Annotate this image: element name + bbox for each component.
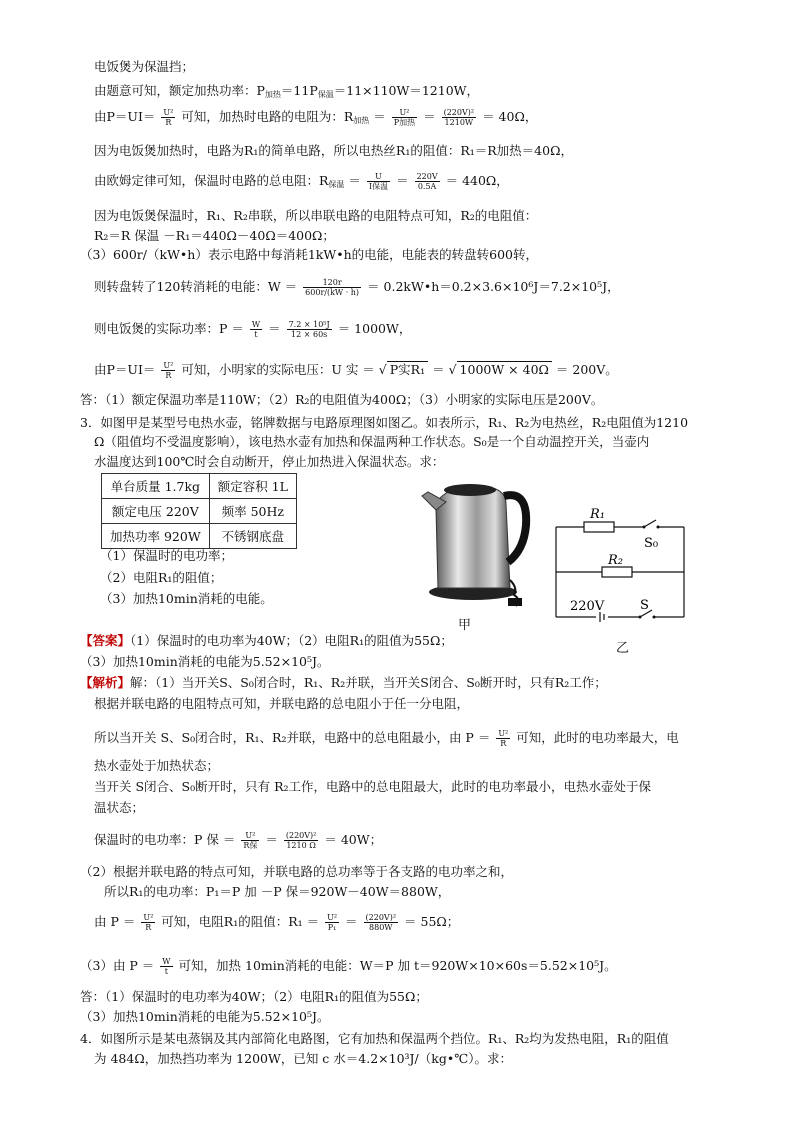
text: ＝ 0.2kW•h＝0.2×3.6×10⁶J＝7.2×10⁵J，	[367, 279, 620, 294]
analysis-line	[80, 674, 607, 692]
text-line: 热水壶处于加热状态；	[94, 758, 220, 773]
text-line	[94, 108, 537, 130]
fraction: $\frac{\text{U²}}{\text{P加热}}$	[393, 108, 416, 127]
text-line	[94, 831, 382, 850]
answer-line	[80, 632, 453, 650]
question-text: 为 484Ω，加热挡功率为 1200W，已知 c 水＝4.2×10³J/（kg•℃）。求：	[94, 1051, 512, 1066]
text: ＝	[345, 914, 358, 929]
text: ＝ 40Ω，	[482, 109, 538, 124]
text-line: R₂＝R 保温 －R₁＝440Ω－40Ω＝400Ω；	[94, 228, 335, 243]
fraction: $\frac{W}{t}$	[251, 320, 261, 339]
text: ＝	[373, 109, 386, 124]
question-text: Ω（阻值均不受温度影响），该电热水壶有加热和保温两种工作状态。S₀是一个自动温控开关，当壶内	[94, 434, 650, 449]
fraction: $\frac{\text{(220V)²}}{1210W}$	[443, 108, 475, 127]
fraction: $\frac{\text{U²}}{R}$	[163, 108, 174, 127]
table-row	[102, 474, 297, 499]
text-line: 电饭煲为保温挡；	[94, 59, 195, 74]
text: 可知，电阻R₁的阻值：R₁ ＝	[161, 914, 320, 929]
switch-contact	[657, 526, 660, 529]
text-line	[94, 82, 479, 104]
table-row	[102, 499, 297, 524]
text: 由题意可知，额定加热功率：P	[94, 83, 265, 98]
text: 可知，小明家的实际电压：U 实 ＝	[181, 362, 375, 377]
text: ＝ 55Ω；	[404, 914, 460, 929]
circuit-diagram	[550, 504, 690, 634]
text: ＝	[268, 321, 281, 336]
table-cell: 额定电压 220V	[102, 499, 210, 524]
text-line	[94, 172, 509, 194]
answer-tag: 【答案】	[80, 633, 131, 648]
text: ＝11P	[280, 83, 318, 98]
fraction: $\frac{W}{t}$	[162, 957, 171, 976]
text: 可知，加热 10min消耗的电能：W＝P 加 t＝920W×10×60s＝5.52×10⁵J。	[178, 958, 617, 973]
text-line: 因为电饭煲保温时，R₁、R₂串联，所以串联电路的电阻特点可知，R₂的电阻值：	[94, 208, 538, 223]
fraction: $\frac{\text{U²}}{\text{P₁}}$	[327, 913, 338, 932]
label-s0: S₀	[644, 536, 659, 551]
sub-question: （3）加热10min消耗的电能。	[100, 591, 273, 606]
fraction: $\frac{220V}{0.5A}$	[416, 172, 438, 191]
subscript: 加热	[264, 90, 281, 99]
fraction: $\frac{\text{U²}}{R}$	[163, 361, 174, 380]
text: 则电饭煲的实际功率：P ＝	[94, 321, 244, 336]
text-line	[94, 913, 459, 932]
text: 由欧姆定律可知，保温时电路的总电阻：R	[94, 173, 329, 188]
text: ＝11×110W＝1210W，	[333, 83, 479, 98]
switch-contact	[639, 616, 642, 619]
text: ＝	[396, 173, 409, 188]
subscript: 加热	[353, 116, 370, 125]
text-line: 答：（1）保温时的电功率为40W；（2）电阻R₁的阻值为55Ω；	[80, 989, 428, 1004]
switch-contact	[643, 526, 646, 529]
text: 由P＝UI＝	[94, 109, 156, 124]
text-line: （3）600r/（kW•h）表示电路中每消耗1kW•h的电能，电能表的转盘转600转，	[80, 247, 539, 262]
question-text: 4．如图所示是某电蒸锅及其内部简化电路图，它有加热和保温两个挡位。R₁、R₂均为发热电阻，R₁的阻值	[80, 1031, 669, 1046]
text: ＝ 200V。	[555, 362, 618, 377]
text-line	[80, 957, 617, 976]
text-line: 根据并联电路的电阻特点可知，并联电路的总电阻小于任一分电阻，	[94, 696, 470, 711]
question-text: 水温度达到100℃时会自动断开，停止加热进入保温状态。求：	[94, 454, 445, 469]
text: ＝	[348, 173, 361, 188]
label-s: S	[640, 598, 649, 613]
fraction: $\frac{\text{U²}}{\text{R保}}$	[243, 831, 258, 850]
text: 可知，加热时电路的电阻为：R	[181, 109, 354, 124]
fraction: $\frac{\text{7.2 × 10⁵J}}{12 \times 60s}$	[288, 320, 330, 339]
text-line: 温状态；	[94, 800, 145, 815]
fraction: $\frac{\text{U²}}{R}$	[498, 729, 509, 748]
text-line	[94, 278, 620, 297]
fraction: $\frac{120r}{600r/(kW \cdot h)}$	[305, 278, 360, 297]
text-line: 所以R₁的电功率：P₁＝P 加 －P 保＝920W－40W＝880W，	[104, 884, 451, 899]
label-r2: R₂	[608, 553, 623, 568]
text-line	[94, 729, 679, 748]
text: ＝	[423, 109, 436, 124]
sqrt-expression: √ P实R₁	[379, 361, 428, 377]
text: 由P＝UI＝	[94, 362, 156, 377]
subscript: 保温	[317, 90, 334, 99]
text: 保温时的电功率：P 保 ＝	[94, 832, 236, 847]
text: ＝	[432, 362, 445, 377]
kettle-image	[418, 470, 538, 610]
subscript: 保温	[328, 180, 345, 189]
sub-question: （1）保温时的电功率；	[100, 548, 233, 563]
text: 解：（1）当开关S、S₀闭合时，R₁、R₂并联，当开关S闭合、S₀断开时，只有R₂工作；	[130, 675, 607, 690]
question-text: 3．如图甲是某型号电热水壶，铭牌数据与电路原理图如图乙。如表所示，R₁、R₂为电热丝，R₂电阻值为1210	[80, 415, 689, 430]
text: （1）保温时的电功率为40W；（2）电阻R₁的阻值为55Ω；	[130, 633, 453, 648]
text: （3）由 P ＝	[80, 958, 155, 973]
answer-line: （3）加热10min消耗的电能为5.52×10⁵J。	[80, 654, 330, 669]
table-cell: 频率 50Hz	[209, 499, 296, 524]
fraction: $\frac{\text{(220V)²}}{880W}$	[365, 913, 397, 932]
table-row	[102, 524, 297, 549]
analysis-tag: 【解析】	[80, 675, 131, 690]
switch-contact	[653, 616, 656, 619]
text: 所以当开关 S、S₀闭合时，R₁、R₂并联，电路中的总电阻最小，由 P ＝	[94, 730, 491, 745]
figure-caption: 甲	[458, 618, 472, 633]
text: 则转盘转了120转消耗的电能：W ＝	[94, 279, 298, 294]
fraction: $\frac{\text{U²}}{R}$	[143, 913, 154, 932]
text-line	[94, 320, 411, 339]
text: ＝	[265, 832, 278, 847]
table-cell: 加热功率 920W	[102, 524, 210, 549]
label-r1: R₁	[590, 507, 605, 522]
text-line: （3）加热10min消耗的电能为5.52×10⁵J。	[80, 1009, 330, 1024]
fraction: $\frac{U}{\text{I保温}}$	[368, 172, 389, 191]
text: ＝ 1000W，	[337, 321, 412, 336]
fraction: $\frac{\text{(220V)²}}{1210 \Omega}$	[285, 831, 317, 850]
text-line: 因为电饭煲加热时，电路为R₁的简单电路，所以电热丝R₁的阻值：R₁＝R加热＝40Ω，	[94, 143, 573, 158]
spec-table	[101, 473, 297, 549]
text-line: 答：（1）额定保温功率是110W；（2）R₂的电阻值为400Ω；（3）小明家的实际电压是200V。	[80, 392, 604, 407]
text: 可知，此时的电功率最大，电	[516, 730, 679, 745]
label-voltage: 220V	[570, 599, 605, 614]
text: ＝ 440Ω，	[445, 173, 509, 188]
sub-question: （2）电阻R₁的阻值；	[100, 570, 223, 585]
text: ＝ 40W；	[324, 832, 383, 847]
table-cell: 不锈钢底盘	[209, 524, 296, 549]
table-cell: 单台质量 1.7kg	[102, 474, 210, 499]
table-cell: 额定容积 1L	[209, 474, 296, 499]
text-line: （2）根据并联电路的特点可知，并联电路的总功率等于各支路的电功率之和，	[80, 864, 513, 879]
text-line: 当开关 S闭合、S₀断开时，只有 R₂工作，电路中的总电阻最大，此时的电功率最小，电热水壶处于保	[94, 779, 652, 794]
text: 由 P ＝	[94, 914, 136, 929]
figure-caption: 乙	[616, 641, 630, 656]
text-line	[94, 361, 618, 380]
sqrt-expression: √ 1000W × 40Ω	[449, 361, 552, 377]
